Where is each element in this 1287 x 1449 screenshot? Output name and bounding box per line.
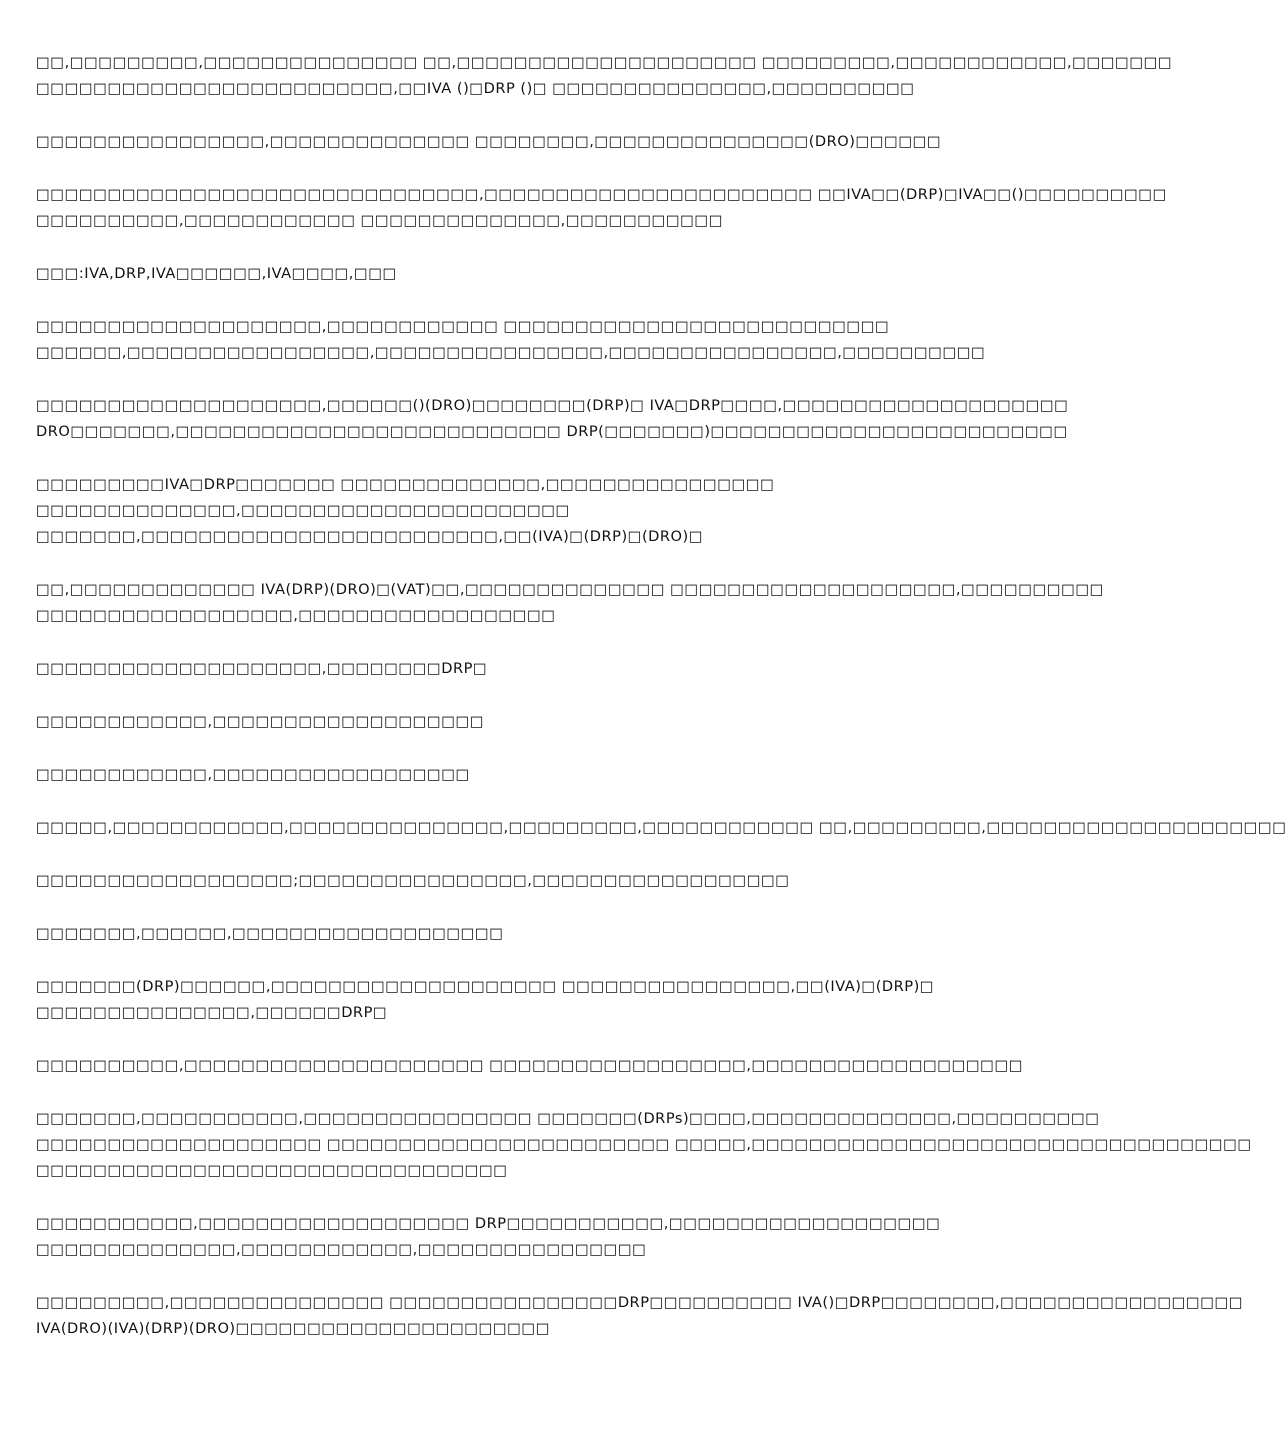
text-line: □□□□□□□,□□□□□□,□□□□□□□□□□□□□□□□□□□	[36, 925, 504, 942]
text-line: □□□□□□□□□□□□□□□□□□□□□□□□□,□□IVA ()□DRP ()□ □□□□□□□□□□□□□□□,□□□□□□□□□□	[36, 80, 915, 97]
text-line: □□□□□□□□□□□□□□□□□□□□□□□□□□□□□□□□□	[36, 1162, 508, 1179]
document-body	[36, 50, 1287, 1369]
text-line: □□□□□□□□□□□,□□□□□□□□□□□□□□□□□□□ DRP□□□□□□□□□□□,□□□□□□□□□□□□□□□□□□□	[36, 1215, 941, 1232]
paragraph	[36, 314, 988, 366]
paragraph	[36, 261, 988, 287]
paragraph	[36, 709, 988, 735]
paragraph	[36, 182, 1167, 234]
text-line: □□□□□□□□□□□□□□□□□□□□,□□□□□□()(DRO)□□□□□□□□(DRP)□ IVA□DRP□□□□,□□□□□□□□□□□□□□□□□□□□	[36, 397, 1069, 414]
text-line: □□□:IVA,DRP,IVA□□□□□□,IVA□□□□,□□□	[36, 265, 397, 282]
text-line: □□□□□□□□□□,□□□□□□□□□□□□□□□□□□□□□ □□□□□□□□□□□□□□□□□□,□□□□□□□□□□□□□□□□□□□	[36, 1057, 1024, 1074]
text-line: □□□□□□□□□□□□□□□□□□□□□□□□□□□□□□□,□□□□□□□□□□□□□□□□□□□□□□□ □□IVA□□(DRP)□IVA□□()□□□□□□□□□□	[36, 186, 1167, 203]
text-line: □□□□□□□□□IVA□DRP□□□□□□□ □□□□□□□□□□□□□□,□□□□□□□□□□□□□□□□	[36, 476, 775, 493]
text-line: □□□□□□□□□□□□□□□□□□,□□□□□□□□□□□□□□□□□□	[36, 607, 556, 624]
paragraph	[36, 921, 988, 947]
text-line: □□□□□□□□□□□□□□□□□□□□ □□□□□□□□□□□□□□□□□□□□□□□□ □□□□□,□□□□□□□□□□□□□□□□□□□□□□□□□□□□□□□□□□□	[36, 1136, 1252, 1153]
text-line: □□□□□□□□□□□□□□□,□□□□□□DRP□	[36, 1004, 388, 1021]
text-line: □□□□□□□□□□□□□□□□,□□□□□□□□□□□□□□ □□□□□□□□,□□□□□□□□□□□□□□□(DRO)□□□□□□	[36, 133, 942, 150]
paragraph	[36, 1106, 1252, 1184]
paragraph	[36, 974, 988, 1026]
text-line: □□,□□□□□□□□□□□□□ IVA(DRP)(DRO)□(VAT)□□,□□□□□□□□□□□□□□ □□□□□□□□□□□□□□□□□□□□,□□□□□□□□□□	[36, 581, 1104, 598]
paragraph	[36, 129, 988, 155]
text-line: □□□□□□□□□□□□□□□□□□□□,□□□□□□□□□□□□ □□□□□□□□□□□□□□□□□□□□□□□□□□□	[36, 318, 890, 335]
paragraph	[36, 1211, 988, 1263]
paragraph	[36, 50, 1173, 102]
text-line: □□□□□□□□□□□□□□□□□□;□□□□□□□□□□□□□□□□,□□□□□□□□□□□□□□□□□□	[36, 872, 790, 889]
paragraph	[36, 472, 988, 550]
text-line: IVA(DRO)(IVA)(DRP)(DRO)□□□□□□□□□□□□□□□□□□□□□□	[36, 1320, 550, 1337]
text-line: □□□□□□□□□,□□□□□□□□□□□□□□□ □□□□□□□□□□□□□□□□DRP□□□□□□□□□□ IVA()□DRP□□□□□□□□,□□□□□□□□□□□□□□□□□	[36, 1294, 1244, 1311]
paragraph	[36, 656, 988, 682]
text-line: □□□□□□□(DRP)□□□□□□,□□□□□□□□□□□□□□□□□□□□ □□□□□□□□□□□□□□□□,□□(IVA)□(DRP)□	[36, 978, 935, 995]
text-line: □□□□□□□□□□□□,□□□□□□□□□□□□□□□□□□	[36, 766, 470, 783]
text-line: □□□□□□□,□□□□□□□□□□□,□□□□□□□□□□□□□□□□ □□□□□□□(DRPs)□□□□,□□□□□□□□□□□□□□,□□□□□□□□□□	[36, 1110, 1100, 1127]
paragraph	[36, 393, 1069, 445]
paragraph	[36, 1053, 1024, 1079]
text-line: □□□□□□,□□□□□□□□□□□□□□□□□,□□□□□□□□□□□□□□□□,□□□□□□□□□□□□□□□□,□□□□□□□□□□	[36, 344, 986, 361]
text-line: □□□□□□□□□□□□□□□□□□□□,□□□□□□□□DRP□	[36, 660, 488, 677]
text-line: □□□□□□□□□□,□□□□□□□□□□□□ □□□□□□□□□□□□□□,□□□□□□□□□□□	[36, 212, 723, 229]
text-line: □□□□□□□□□□□□□□,□□□□□□□□□□□□,□□□□□□□□□□□□□□□□	[36, 1241, 647, 1258]
paragraph	[36, 868, 988, 894]
text-line: □□□□□□□,□□□□□□□□□□□□□□□□□□□□□□□□□,□□(IVA)□(DRP)□(DRO)□	[36, 528, 703, 545]
paragraph	[36, 1290, 1244, 1342]
text-line: □□□□□□□□□□□□,□□□□□□□□□□□□□□□□□□□	[36, 713, 485, 730]
paragraph	[36, 577, 1104, 629]
paragraph	[36, 762, 988, 788]
text-line: □□□□□□□□□□□□□□,□□□□□□□□□□□□□□□□□□□□□□□	[36, 502, 570, 519]
paragraph	[36, 815, 1287, 841]
text-line: □□,□□□□□□□□□,□□□□□□□□□□□□□□□ □□,□□□□□□□□□□□□□□□□□□□□□ □□□□□□□□□,□□□□□□□□□□□□,□□□□□□□	[36, 54, 1173, 71]
text-line: □□□□□,□□□□□□□□□□□□,□□□□□□□□□□□□□□□,□□□□□□□□□,□□□□□□□□□□□□ □□,□□□□□□□□□,□□□□□□□□□□□□□□□□□□□□□	[36, 819, 1287, 836]
text-line: DRO□□□□□□□,□□□□□□□□□□□□□□□□□□□□□□□□□□□ DRP(□□□□□□□)□□□□□□□□□□□□□□□□□□□□□□□□□	[36, 423, 1068, 440]
